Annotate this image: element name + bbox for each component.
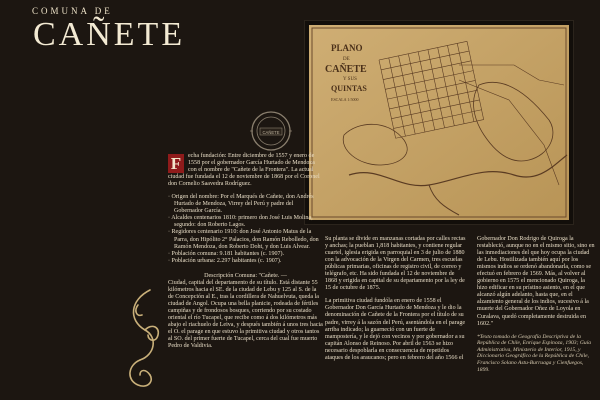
intro-paragraph — [168, 153, 323, 188]
fact-item: · Población urbana: 2.297 habitantes (c. 1907). — [168, 257, 282, 264]
map-title-2: DE — [343, 57, 350, 62]
intro-text: echa fundación: Entre diciembre de 1557 y enero de 1558 por el gobernador García Hurtado de Mendoza con el nombre de "Cañete de la Frontera". La actual ciudad fue fundada el 12 de noviembre de 1868 por el Coronel don Cornelio Saavedra Rodríguez. — [168, 153, 320, 188]
decorative-ornament-icon — [120, 285, 166, 395]
fact-item: · Origen del nombre: Por el Marqués de Cañete, don Andrés Hurtado de Mendoza, Virrey del Perú y padre del Gobernador García. — [168, 194, 314, 215]
map-frame — [305, 21, 573, 224]
fact-item: · Alcaldes centenarios 1810: primero don José Luis Molina, segundo: don Roberto Lagos. — [168, 215, 313, 229]
column-2-paragraph-2: La primitiva ciudad fundóla en enero de 1558 el Gobernador Don García Hurtado de Mendoza y le dio la denominación de Cañete de la Frontera por el título de su padre, virrey á la sazón del Perú, asentándola en el parage arriba indicado; la guarneció con un fuerte de mampostería, y le dejó con vecinos y por gobernador a su capitán Alonso de Reinoso. Por abril de 1563 se hizo necesario despoblarla en consecuencia de repetidos ataques de los araucanos; pero en febrero del año 1566 el — [325, 298, 466, 361]
map-drawing — [309, 25, 569, 220]
map-title-3: CAÑETE — [325, 64, 367, 75]
header-subtitle: COMUNA DE — [32, 6, 113, 16]
facts-list — [168, 194, 323, 264]
column-3 — [477, 236, 595, 373]
map-scale: ESCALA 1:5000 — [331, 97, 359, 102]
page-title: CAÑETE — [33, 16, 186, 53]
historic-map — [309, 25, 569, 220]
column-2 — [325, 236, 467, 368]
dropcap: F — [168, 154, 184, 173]
stamp-label: CAÑETE — [262, 130, 280, 135]
map-title-5: QUINTAS — [331, 84, 367, 93]
map-title-1: PLANO — [331, 43, 363, 53]
citation: *Texto tomado de Geografía Descriptiva de la República de Chile, Enrique Espinoza, 1903; Guía Administrativa, Ministerio de Interior, 1915, y Diccionario Geográfico de la República de Chile, Francisco Solano Astu-Burruaga y Cienfuegos, 1899. — [477, 333, 592, 373]
fact-item: · Población comuna: 9.181 habitantes (c. 1907). — [168, 250, 285, 257]
column-3-paragraph-1: Gobernador Don Rodrigo de Quiroga la restableció, aunque no en el mismo sitio, sino en las inmediaciones del que hoy ocupa la ciudad de Lebu. Hostilizada también aquí por los mismos indios se ordenó abandonarla, como se efectuó en febrero de 1569. Más, al volver al gobierno en 1575 el mencionado Quiroga, la hizo edificar en su prístino asiento, en el que alcanzó algún adelanto, hasta que, en el alzamiento general de los indios, sucesivo á la muerte del Gobernador Oñez de Loyola en Curalava, quedó completamente destruida en 1602." — [477, 236, 595, 327]
column-1 — [168, 153, 323, 356]
column-2-paragraph-1: Su planta se divide en manzanas cortadas por calles rectas y anchas; la pueblan 1,818 habitantes, y contiene regular cuartel, iglesia erigida en parroquial en 3 de julio de 1880 con la advocación de la Virgen del Carmen, tres escuelas públicas primarias, oficinas de registro civil, de correo y telégrafo, etc. Ha sido fundada el 12 de noviembre de 1868 y erigida en capital de su departamento por la ley de 15 de octubre de 1875. — [325, 236, 466, 292]
map-title-4: Y SUS — [343, 77, 357, 82]
description-heading: Descripción Comuna: "Cañete. — — [204, 272, 287, 279]
fact-item: · Regidores centenario 1910: don José Antonio Matus de la Parra, don Hipólito 2° Palacios, don Ramón Rebolledo, don Ramón Mendoza, don Roberto Doht, y don Luis Alvear. — [168, 229, 319, 250]
postmark-stamp — [250, 110, 292, 152]
description-text: Ciudad, capital del departamento de su título. Está distante 55 kilómetros hacia el SE. de la ciudad de Lebu y 125 al S. de la de Concepción al E., tras la cordillera de Nahuelvuta, queda la ciudad de Angol. Ocupa una bella planicie, rodeada de fértiles campiñas y de frondosos bosques, corriendo por su costado oriental el río Tucapel, que recibe como á dos kilómetros más abajo el riachuelo de Leiva, y después también á unos tres hacia el O. el parage en que estuvo la primitiva ciudad y otros tantos al SO. del primer fuerte de Tucapel, cerca del cual fue muerto Pedro de Valdivia. — [168, 279, 323, 350]
